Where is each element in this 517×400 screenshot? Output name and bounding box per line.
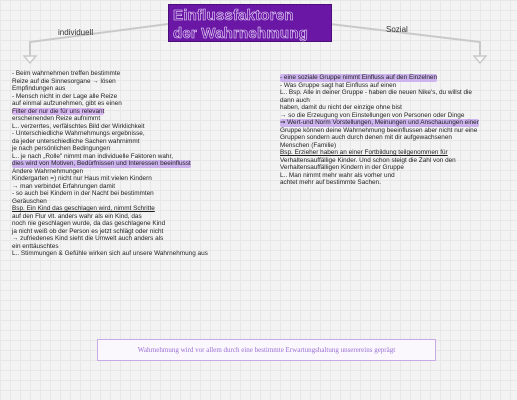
note-line: - Beim wahrnehmen treffen bestimmte	[12, 70, 121, 77]
note-line: dann auch	[280, 96, 310, 104]
note-line: Verhaltensauffälligen Kindern in der Gruppe	[280, 164, 404, 171]
summary-text: Wahrnehmung wird vor allem durch eine bestimmte Erwartungshaltung unserereins geprägt	[137, 346, 396, 354]
note-line: achtet mehr auf bestimmte Sachen.	[280, 179, 381, 186]
summary-box	[97, 339, 436, 361]
note-line: L.. Stimmungen & Gefühle wirken sich auf unsere Wahrnehmung aus	[12, 250, 208, 257]
note-line: L.. Bsp. Alle in deiner Gruppe - haben die neuen Nike's, du willst die	[280, 89, 472, 96]
title-line-1: Einflussfaktoren	[173, 7, 294, 24]
note-line: erscheinenden Reize aufnimmt	[12, 115, 101, 122]
note-line: Verhaltensauffällige Kinder. Und schon steigt die Zahl von den	[280, 156, 456, 164]
note-line: - eine soziale Gruppe nimmt Einfluss auf den Einzelnen	[280, 74, 438, 81]
title-line-2: der Wahrnehmung	[173, 25, 308, 42]
note-line: L.. je nach „Rolle" nimmt man individuelle Faktoren wahr,	[12, 152, 174, 160]
note-line: je nach persönlichen Bedingungen	[12, 145, 111, 152]
left-notes	[12, 70, 208, 258]
note-line: L.. Man nimmt mehr wahr als vorher und	[280, 171, 395, 179]
note-line: → zufriedenes Kind sieht die Umwelt auch anders als	[12, 235, 164, 242]
note-line: Andere Wahrnehmungen	[12, 167, 84, 175]
label-individuell: individuell	[58, 28, 94, 37]
note-line: Gruppe können deine Wahrnehmung beeinflussen aber nicht nur eine	[280, 126, 478, 134]
note-line: - Mensch nicht in der Lage alle Reize	[12, 92, 118, 100]
note-line: - so auch bei Kindern in der Nacht bei bestimmten	[12, 190, 154, 197]
note-line: Kindergarten =) nicht nur Haus mit vielen Kindern	[12, 175, 152, 182]
note-line: Bsp. Ein Kind das geschlagen wird, nimmt Schritte	[12, 205, 155, 212]
note-line: dies wird von Motiven, Bedürfnissen und Interessen beeinflusst	[12, 160, 191, 167]
note-line: haben, damit du nicht der einzige ohne bist	[280, 104, 402, 111]
note-line: Filter der nur die für uns relevant	[12, 107, 105, 115]
note-line: ja nicht weiß ob der Person es jetzt schlägt oder nicht	[12, 227, 164, 235]
note-line: noch nie geschlagen wurde, da das geschlagene Kind	[12, 220, 166, 227]
note-line: - Unterschiedliche Wahrnehmungs ergebnisse,	[12, 130, 145, 137]
note-line: L.. verzerrtes, verfälschtes Bild der Wirklichkeit	[12, 122, 145, 130]
note-line: ein enttäuschtes	[12, 242, 59, 250]
label-sozial: Sozial	[386, 25, 408, 34]
note-line: Menschen (Familie)	[280, 141, 337, 149]
note-line: → so die Erzeugung von Einstellungen von Personen oder Dinge	[280, 111, 465, 119]
note-line: auf einmal aufzunehmen, gibt es einen	[12, 100, 122, 107]
note-line: Gruppen sondern auch durch denen mit dir aufgewachsenen	[280, 134, 452, 141]
note-line: Geräuschen	[12, 197, 47, 205]
note-line: Bsp. Erzieher haben an einer Fortbildung teilgenommen für	[280, 149, 448, 156]
note-line: Empfindungen aus	[12, 85, 66, 92]
note-line: - Was Gruppe sagt hat Einfluss auf einen	[280, 81, 397, 89]
note-line: → man verbindet Erfahrungen damit	[12, 182, 116, 190]
note-line: da jeder unterschiedliche Sachen wahrnimmt	[12, 137, 140, 145]
title-box	[168, 4, 332, 42]
note-line: ⇒ Wert-und Norm Vorstellungen, Meinungen und Anschauungen einer	[280, 119, 479, 126]
note-line: auf den Flur vlt. anders wahr als ein Kind, das	[12, 212, 142, 220]
right-notes	[280, 74, 479, 187]
note-line: Reize auf die Sinnesorgane → lösen	[12, 77, 116, 85]
